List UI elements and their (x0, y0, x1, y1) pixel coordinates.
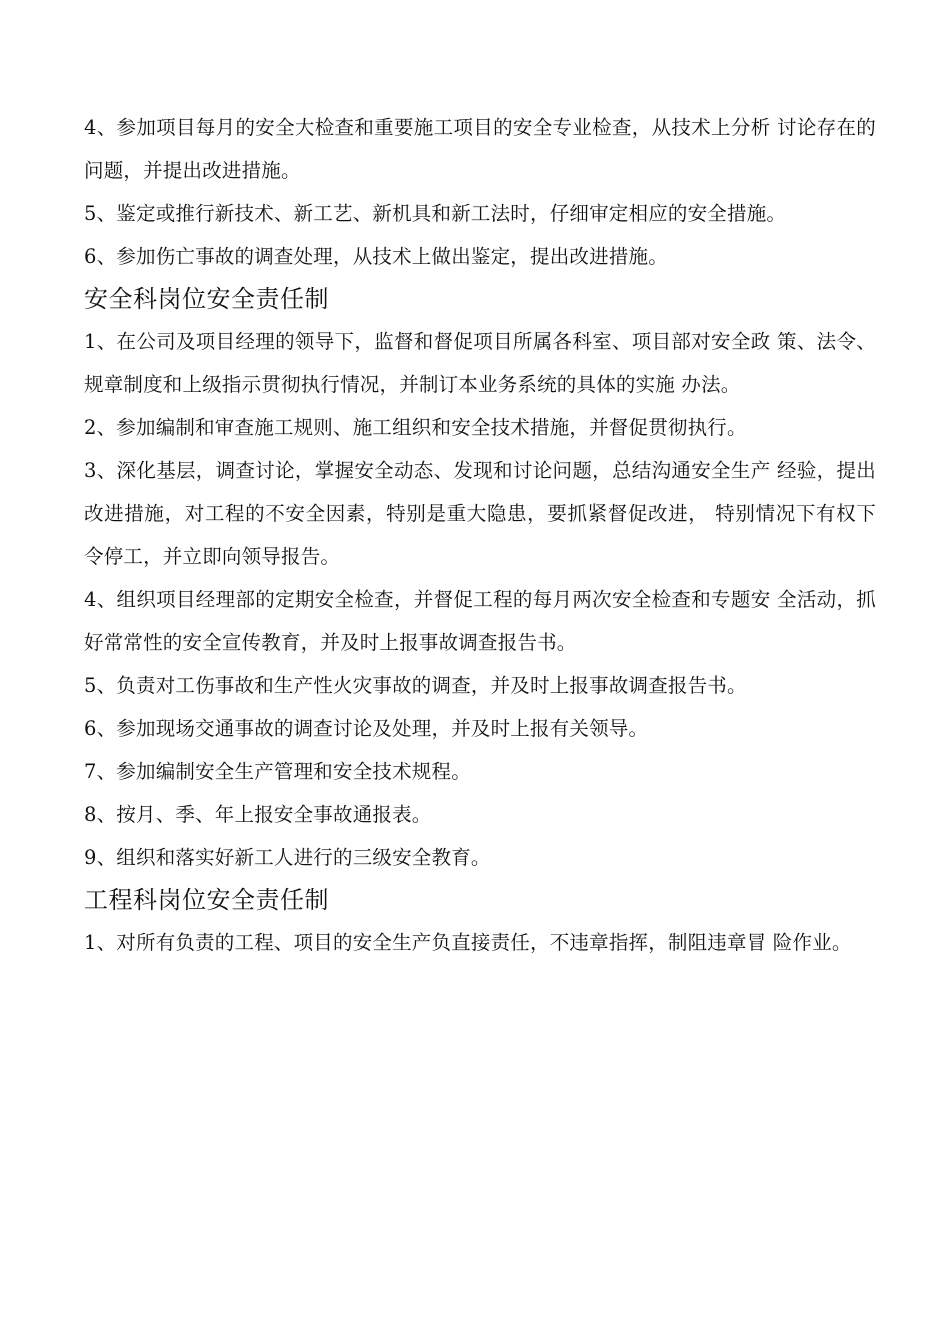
paragraph-6-accident-investigation: 6、参加伤亡事故的调查处理，从技术上做出鉴定，提出改进措施。 (84, 245, 668, 268)
paragraph-safety-3: 3、深化基层，调查讨论，掌握安全动态、发现和讨论问题，总结沟通安全生产 经验，提出改进措施，对工程的不安全因素，特别是重大隐患，要抓紧督促改进， 特别情况下有权下令停工，并立即向领导报告。 (84, 459, 876, 568)
section-heading-safety-department: 安全科岗位安全责任制 (84, 285, 329, 313)
section-heading-engineering-department: 工程科岗位安全责任制 (84, 886, 329, 914)
paragraph-safety-7: 7、参加编制安全生产管理和安全技术规程。 (84, 760, 471, 783)
paragraph-safety-8: 8、按月、季、年上报安全事故通报表。 (84, 803, 432, 826)
paragraph-safety-9: 9、组织和落实好新工人进行的三级安全教育。 (84, 846, 491, 869)
document-body (84, 106, 876, 964)
paragraph-safety-5: 5、负责对工伤事故和生产性火灾事故的调查，并及时上报事故调查报告书。 (84, 674, 747, 697)
paragraph-5-new-technology: 5、鉴定或推行新技术、新工艺、新机具和新工法时，仔细审定相应的安全措施。 (84, 202, 787, 225)
paragraph-safety-4: 4、组织项目经理部的定期安全检查，并督促工程的每月两次安全检查和专题安 全活动，抓好常常性的安全宣传教育，并及时上报事故调查报告书。 (84, 588, 876, 654)
paragraph-4-safety-inspection: 4、参加项目每月的安全大检查和重要施工项目的安全专业检查，从技术上分析 讨论存在的问题，并提出改进措施。 (84, 116, 876, 182)
paragraph-safety-6: 6、参加现场交通事故的调查讨论及处理，并及时上报有关领导。 (84, 717, 649, 740)
paragraph-safety-1: 1、在公司及项目经理的领导下，监督和督促项目所属各科室、项目部对安全政 策、法令、规章制度和上级指示贯彻执行情况，并制订本业务系统的具体的实施 办法。 (84, 330, 876, 396)
paragraph-safety-2: 2、参加编制和审查施工规则、施工组织和安全技术措施，并督促贯彻执行。 (84, 416, 747, 439)
paragraph-engineering-1: 1、对所有负责的工程、项目的安全生产负直接责任，不违章指挥，制阻违章冒 险作业。 (84, 931, 852, 954)
